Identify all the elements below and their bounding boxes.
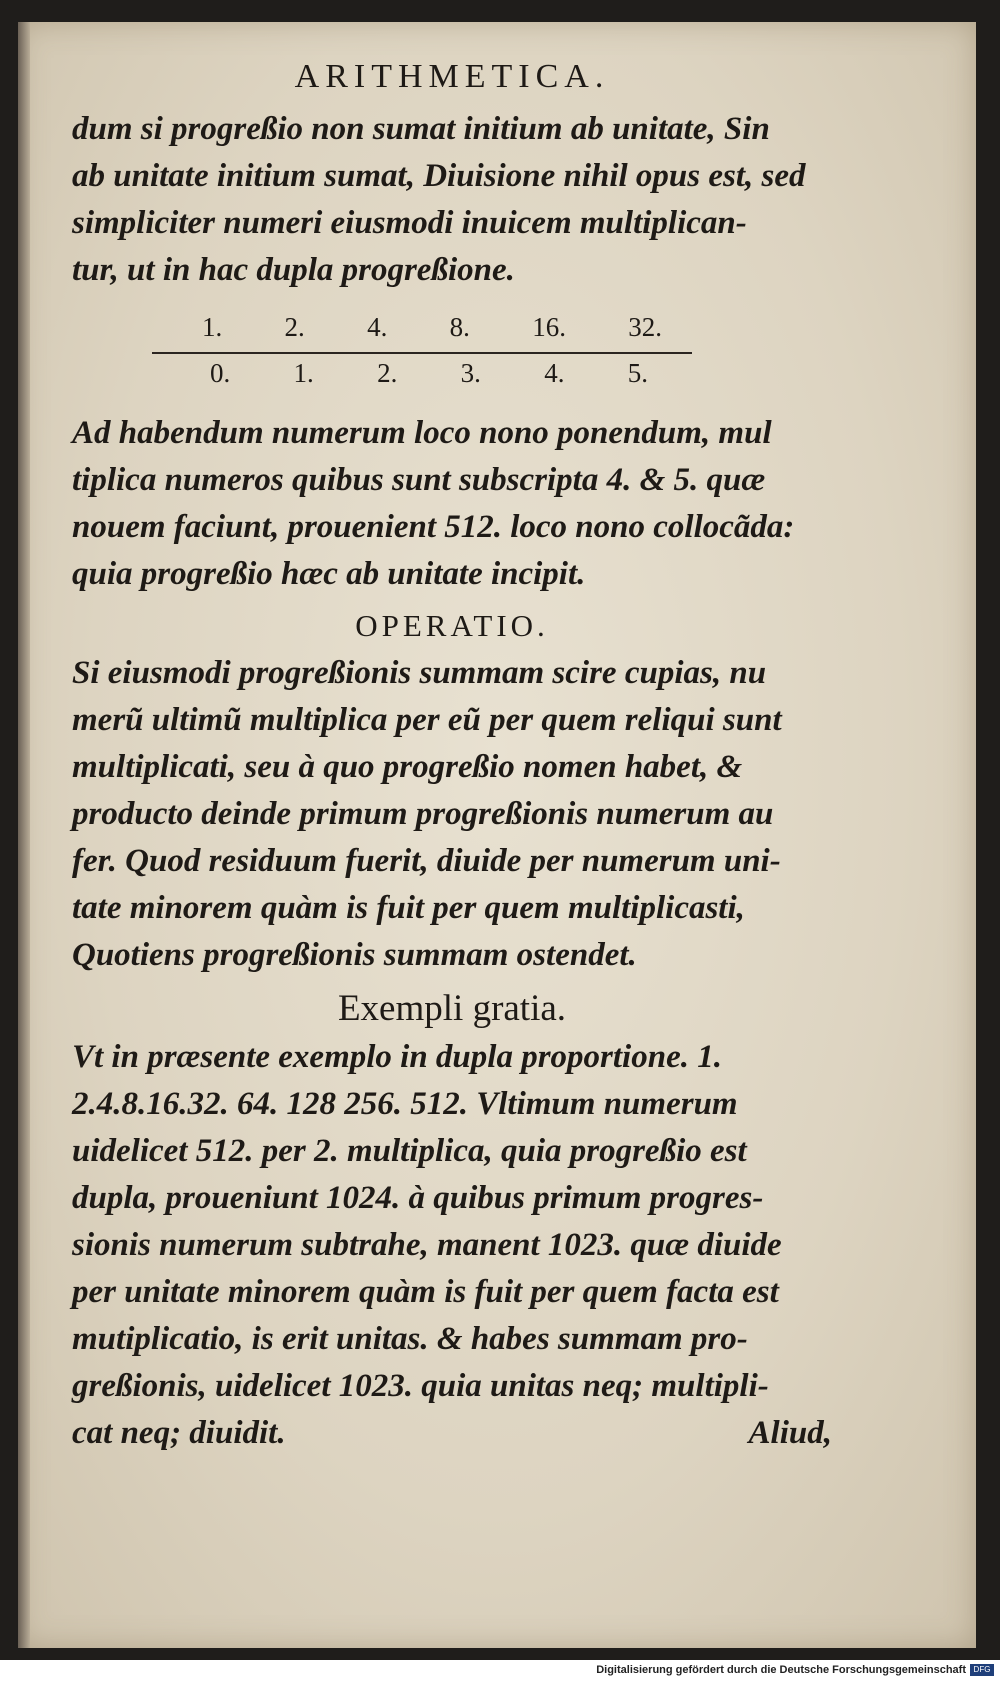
page-gutter [18,22,30,1648]
progression-index: 5. [627,358,648,388]
text-line: dupla, proueniunt 1024. à quibus primum progres- [72,1180,764,1216]
text-line: Vt in præsente exemplo in dupla proportione. 1. [72,1039,722,1075]
text-line: mutiplicatio, is erit unitas. & habes summam pro- [72,1321,748,1357]
progression-term: 2. [284,312,305,342]
text-line: merũ ultimũ multiplica per eũ per quem reliqui sunt [72,702,782,738]
text-line: dum si progreßio non sumat initium ab unitate, Sin [72,111,770,147]
text-line: ab unitate initium sumat, Diuisione nihil opus est, sed [72,158,806,194]
progression-index: 0. [210,358,231,388]
catchword: Aliud, [748,1415,832,1451]
text-line: nouem faciunt, prouenient 512. loco nono collocãda: [72,509,795,545]
progression-index: 2. [377,358,398,388]
progression-index: 4. [544,358,565,388]
paragraph-1 [72,106,832,294]
last-line [72,1410,832,1457]
text-line: Quotiens progreßionis summam ostendet. [72,937,637,973]
text-line-end: cat neq; diuidit. [72,1415,286,1451]
progression-term: 1. [202,312,223,342]
dfg-logo: DFG [970,1664,994,1676]
progression-index: 3. [460,358,481,388]
progression-term: 8. [449,312,470,342]
text-line: tur, ut in hac dupla progreßione. [72,252,515,288]
paragraph-2 [72,410,832,598]
section-heading-operatio: OPERATIO. [355,608,549,643]
text-line: producto deinde primum progreßionis numerum au [72,796,774,832]
progression-term: 16. [532,312,566,342]
text-line: Ad habendum numerum loco nono ponendum, mul [72,415,772,451]
progression-rule [152,352,692,354]
text-line: tiplica numeros quibus sunt subscripta 4. & 5. quæ [72,462,766,498]
progression-term: 32. [628,312,662,342]
text-line: sionis numerum subtrahe, manent 1023. quæ diuide [72,1227,782,1263]
text-line: tate minorem quàm is fuit per quem multiplicasti, [72,890,745,926]
running-header: ARITHMETICA. [294,58,610,95]
progression-index: 1. [293,358,314,388]
text-line: multiplicati, seu à quo progreßio nomen habet, & [72,749,743,785]
text-line: per unitate minorem quàm is fuit per quem facta est [72,1274,779,1310]
paragraph-3 [72,650,832,979]
text-line: quia progreßio hæc ab unitate incipit. [72,556,586,592]
text-line: fer. Quod residuum fuerit, diuide per numerum uni- [72,843,781,879]
text-line: 2.4.8.16.32. 64. 128 256. 512. Vltimum numerum [72,1086,738,1122]
digitization-footer [0,1660,1000,1682]
text-line: uidelicet 512. per 2. multiplica, quia progreßio est [72,1133,747,1169]
progression-terms [202,312,662,343]
progression-term: 4. [367,312,388,342]
footer-credit: Digitalisierung gefördert durch die Deutsche Forschungsgemeinschaft [596,1664,966,1676]
progression-table [72,312,832,398]
section-heading-exempli: Exempli gratia. [337,988,567,1029]
text-line: Si eiusmodi progreßionis summam scire cupias, nu [72,655,767,691]
paragraph-4 [72,1034,832,1457]
progression-indices [210,358,648,389]
page-text [72,40,832,1457]
text-line: greßionis, uidelicet 1023. quia unitas neq; multipli- [72,1368,769,1404]
text-line: simpliciter numeri eiusmodi inuicem multiplican- [72,205,747,241]
